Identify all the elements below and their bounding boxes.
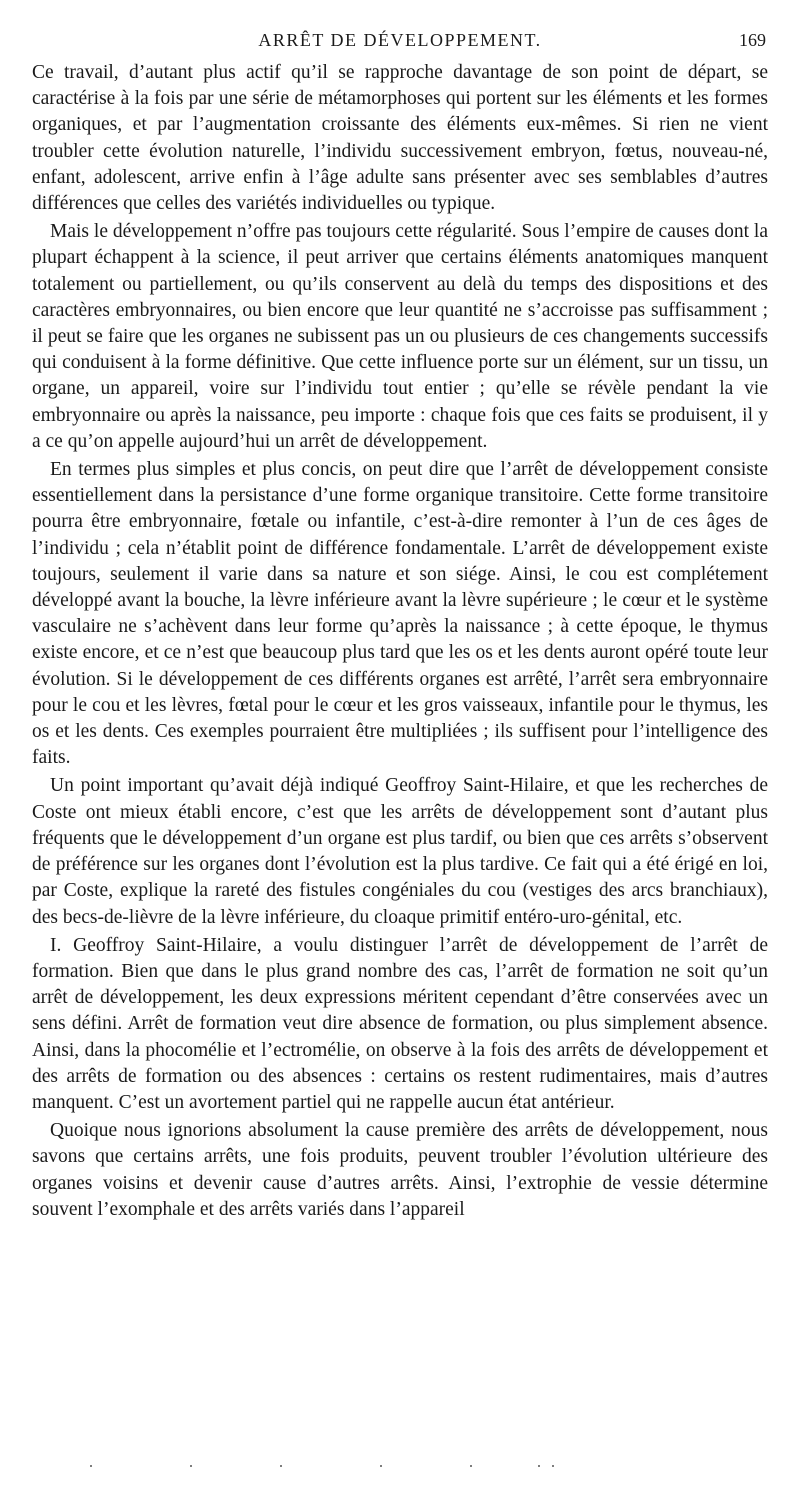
book-page <box>32 30 768 1225</box>
paragraph: Un point important qu’avait déjà indiqué Geoffroy Saint-Hilaire, et que les recherches de Coste ont mieux établi encore, c’est que les arrêts de développement sont d’autant plus fréquents que le développement d’un organe est plus tardif, ou bien que ces arrêts s’observent de préférence sur les organes dont l’évolution est la plus tardive. Ce fait qui a été érigé en loi, par Coste, explique la rareté des fistules congéniales du cou (vestiges des arcs branchiaux), des becs-de-lièvre de la lèvre inférieure, du cloaque primitif entéro-uro-génital, etc. <box>32 775 768 928</box>
page-number: 169 <box>739 30 766 50</box>
scan-speck <box>90 1465 92 1467</box>
running-head <box>32 30 768 56</box>
scan-speck <box>552 1465 554 1467</box>
running-title: ARRÊT DE DÉVELOPPEMENT. <box>258 30 542 50</box>
paragraph: I. Geoffroy Saint-Hilaire, a voulu distinguer l’arrêt de développement de l’arrêt de formation. Bien que dans le plus grand nombre des cas, l’arrêt de formation ne soit qu’un arrêt de développement, les deux expressions méritent cependant d’être conservées avec un sens défini. Arrêt de formation veut dire absence de formation, ou plus simplement absence. Ainsi, dans la phocomélie et l’ectromélie, on observe à la fois des arrêts de développement et des arrêts de formation ou des absences : certains os restent rudimentaires, mais d’autres manquent. C’est un avortement partiel qui ne rappelle aucun état antérieur. <box>32 934 768 1113</box>
scan-speck <box>538 1465 540 1467</box>
paragraph: Ce travail, d’autant plus actif qu’il se rapproche davantage de son point de départ, se caractérise à la fois par une série de métamorphoses qui portent sur les éléments et les formes organiques, et par l’augmentation croissante des éléments eux-mêmes. Si rien ne vient troubler cette évolution naturelle, l’individu successivement embryon, fœtus, nouveau-né, enfant, adolescent, arrive enfin à l’âge adulte sans présenter avec ses semblables d’autres différences que celles des variétés individuelles ou typique. <box>32 62 768 215</box>
scan-specks <box>90 1465 570 1469</box>
scan-speck <box>280 1465 282 1467</box>
paragraph: Quoique nous ignorions absolument la cause première des arrêts de développement, nous savons que certains arrêts, une fois produits, peuvent troubler l’évolution ultérieure des organes voisins et devenir cause d’autres arrêts. Ainsi, l’extrophie de vessie détermine souvent l’exomphale et des arrêts variés dans l’appareil <box>32 1120 768 1220</box>
scan-speck <box>190 1465 192 1467</box>
scan-speck <box>380 1465 382 1467</box>
body-text <box>32 60 768 1223</box>
scan-speck <box>470 1465 472 1467</box>
paragraph: Mais le développement n’offre pas toujours cette régularité. Sous l’empire de causes dont la plupart échappent à la science, il peut arriver que certains éléments anatomiques manquent totalement ou partiellement, ou qu’ils conservent au delà du temps des dispositions et des caractères embryonnaires, ou bien encore que leur quantité ne s’accroisse pas suffisamment ; il peut se faire que les organes ne subissent pas un ou plusieurs de ces changements successifs qui conduisent à la forme définitive. Que cette influence porte sur un élément, sur un tissu, un organe, un appareil, voire sur l’individu tout entier ; qu’elle se révèle pendant la vie embryonnaire ou après la naissance, peu importe : chaque fois que ces faits se produisent, il y a ce qu’on appelle aujourd’hui un arrêt de développement. <box>32 221 768 452</box>
paragraph: En termes plus simples et plus concis, on peut dire que l’arrêt de développement consiste essentiellement dans la persistance d’une forme organique transitoire. Cette forme transitoire pourra être embryonnaire, fœtale ou infantile, c’est-à-dire remonter à l’un de ces âges de l’individu ; cela n’établit point de différence fondamentale. L’arrêt de développement existe toujours, seulement il varie dans sa nature et son siége. Ainsi, le cou est complétement développé avant la bouche, la lèvre inférieure avant la lèvre supérieure ; le cœur et le système vasculaire ne s’achèvent dans leur forme qu’après la naissance ; à cette époque, le thymus existe encore, et ce n’est que beaucoup plus tard que les os et les dents auront opéré toute leur évolution. Si le développement de ces différents organes est arrêté, l’arrêt sera embryonnaire pour le cou et les lèvres, fœtal pour le cœur et les gros vaisseaux, infantile pour le thymus, les os et les dents. Ces exemples pourraient être multipliées ; ils suffisent pour l’intelligence des faits. <box>32 459 768 769</box>
